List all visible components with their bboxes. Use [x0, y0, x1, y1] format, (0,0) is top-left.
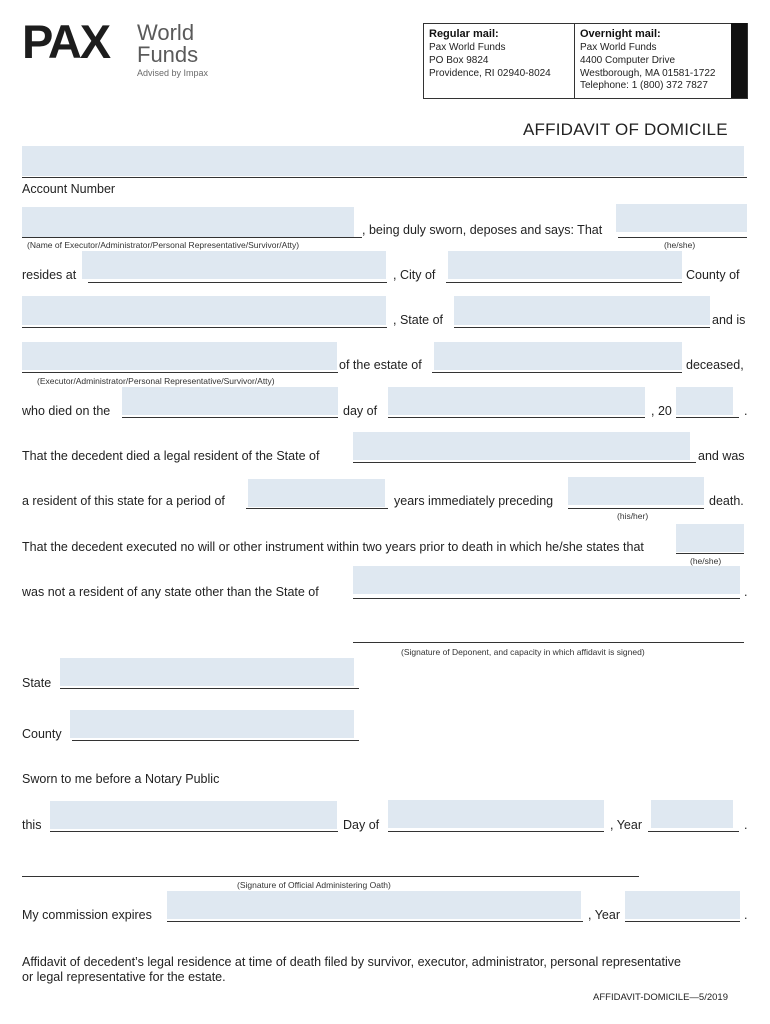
official-signature-line[interactable]	[22, 876, 639, 877]
footer-note-line-1: Affidavit of decedent’s legal residence at time of death filed by survivor, executor, administrator, personal representative	[22, 955, 681, 969]
form-id: AFFIDAVIT-DOMICILE—5/2019	[593, 992, 728, 1003]
state-field[interactable]	[454, 296, 710, 325]
of-estate-label: of the estate of	[339, 358, 422, 372]
regular-line: Providence, RI 02940-8024	[429, 67, 551, 79]
his-her-line	[568, 508, 704, 509]
overnight-line: Telephone: 1 (800) 372 7827	[580, 80, 708, 92]
residence-address-field[interactable]	[82, 251, 386, 279]
this-label: this	[22, 818, 42, 832]
sworn-text: , being duly sworn, deposes and says: That	[362, 223, 603, 237]
account-number-label: Account Number	[22, 182, 116, 196]
legal-resident-state-line	[353, 462, 696, 463]
he-she-line	[618, 237, 747, 238]
death-day-line	[122, 417, 338, 418]
account-number-field[interactable]	[22, 146, 744, 176]
account-number-rule	[22, 177, 747, 178]
other-state-field[interactable]	[353, 566, 740, 594]
mail-divider	[574, 23, 575, 98]
capacity-field[interactable]	[22, 342, 337, 370]
notary-day-field[interactable]	[50, 801, 337, 829]
period: .	[744, 404, 748, 418]
death-day-field[interactable]	[122, 387, 338, 415]
logo-world: World	[137, 20, 195, 45]
years-preceding-label: years immediately preceding	[394, 494, 554, 508]
state-label: State	[22, 676, 52, 690]
legal-resident-state-field[interactable]	[353, 432, 690, 460]
commission-date-field[interactable]	[167, 891, 581, 919]
his-her-field[interactable]	[568, 477, 704, 505]
no-will-label: That the decedent executed no will or other instrument within two years prior to death in which he/she states that	[22, 540, 644, 554]
sworn-notary-label: Sworn to me before a Notary Public	[22, 772, 220, 786]
overnight-mail-heading: Overnight mail:	[580, 28, 661, 40]
death-year-line	[676, 417, 739, 418]
residence-address-line	[88, 282, 387, 283]
footer-note-line-2: or legal representative for the estate.	[22, 970, 226, 984]
period-4: .	[744, 908, 748, 922]
overnight-line: Pax World Funds	[580, 42, 657, 53]
county-of-label: County of	[686, 268, 740, 282]
overnight-line: 4400 Computer Drive	[580, 54, 676, 66]
death-label: death.	[709, 494, 744, 508]
city-of-label: , City of	[393, 268, 436, 282]
death-year-field[interactable]	[676, 387, 733, 415]
regular-line: Pax World Funds	[429, 42, 506, 53]
regular-mail-heading: Regular mail:	[429, 28, 499, 40]
he-she-caption-2: (he/she)	[690, 556, 722, 566]
and-is-label: and is	[712, 313, 746, 327]
state-line	[454, 327, 710, 328]
and-was-label: and was	[698, 449, 745, 463]
city-line	[446, 282, 682, 283]
he-she-field[interactable]	[616, 204, 747, 232]
year-label: , Year	[610, 818, 642, 832]
decedent-name-line	[432, 372, 682, 373]
deponent-signature-line[interactable]	[353, 642, 744, 643]
commission-date-line	[167, 921, 583, 922]
executor-caption: (Executor/Administrator/Personal Representative/Survivor/Atty)	[37, 376, 275, 386]
county-line	[22, 327, 387, 328]
period-3: .	[744, 818, 748, 832]
years-field[interactable]	[248, 479, 385, 507]
official-signature-caption: (Signature of Official Administering Oath)	[237, 880, 391, 890]
notary-day-line	[50, 831, 338, 832]
resident-period-label: a resident of this state for a period of	[22, 494, 225, 508]
decedent-name-field[interactable]	[434, 342, 682, 370]
commission-label: My commission expires	[22, 908, 152, 922]
year-label-2: , Year	[588, 908, 620, 922]
notary-year-field[interactable]	[651, 800, 733, 828]
years-line	[246, 508, 388, 509]
commission-year-field[interactable]	[625, 891, 740, 919]
state-of-label: , State of	[393, 313, 444, 327]
executor-name-line	[22, 237, 362, 238]
notary-county-field[interactable]	[70, 710, 354, 738]
regular-mail-address	[429, 42, 551, 80]
notary-state-field[interactable]	[60, 658, 354, 686]
page-title: AFFIDAVIT OF DOMICILE	[523, 120, 728, 139]
his-her-caption: (his/her)	[617, 511, 649, 521]
name-caption: (Name of Executor/Administrator/Personal Representative/Survivor/Atty)	[27, 240, 300, 250]
county-label: County	[22, 727, 62, 741]
deponent-signature-caption: (Signature of Deponent, and capacity in which affidavit is signed)	[401, 647, 645, 657]
overnight-line: Westborough, MA 01581-1722	[580, 67, 716, 79]
period-2: .	[744, 585, 748, 599]
executor-name-field[interactable]	[22, 207, 354, 237]
day-of-label-2: Day of	[343, 818, 380, 832]
who-died-label: who died on the	[22, 404, 111, 418]
notary-month-line	[388, 831, 604, 832]
notary-month-field[interactable]	[388, 800, 604, 828]
death-month-line	[388, 417, 645, 418]
resides-at-label: resides at	[22, 268, 77, 282]
commission-year-line	[625, 921, 740, 922]
overnight-mail-address	[580, 42, 715, 93]
he-she-line-2	[676, 553, 744, 554]
notary-state-line	[60, 688, 359, 689]
he-she-field-2[interactable]	[676, 524, 744, 552]
death-month-field[interactable]	[388, 387, 645, 415]
county-field[interactable]	[22, 296, 386, 325]
day-of-label: day of	[343, 404, 378, 418]
other-state-line	[353, 598, 740, 599]
regular-line: PO Box 9824	[429, 54, 489, 66]
legal-resident-label: That the decedent died a legal resident of the State of	[22, 449, 320, 463]
logo-funds: Funds	[137, 42, 199, 67]
year-20-label: , 20	[651, 404, 672, 418]
not-resident-label: was not a resident of any state other than the State of	[22, 585, 319, 599]
deceased-label: deceased,	[686, 358, 744, 372]
logo-brand: PAX	[22, 15, 110, 68]
city-field[interactable]	[448, 251, 682, 279]
notary-year-line	[648, 831, 739, 832]
he-she-caption: (he/she)	[664, 240, 696, 250]
notary-county-line	[72, 740, 359, 741]
mail-box-bar	[731, 23, 747, 98]
logo-tagline: Advised by Impax	[137, 68, 209, 78]
capacity-line	[22, 372, 338, 373]
